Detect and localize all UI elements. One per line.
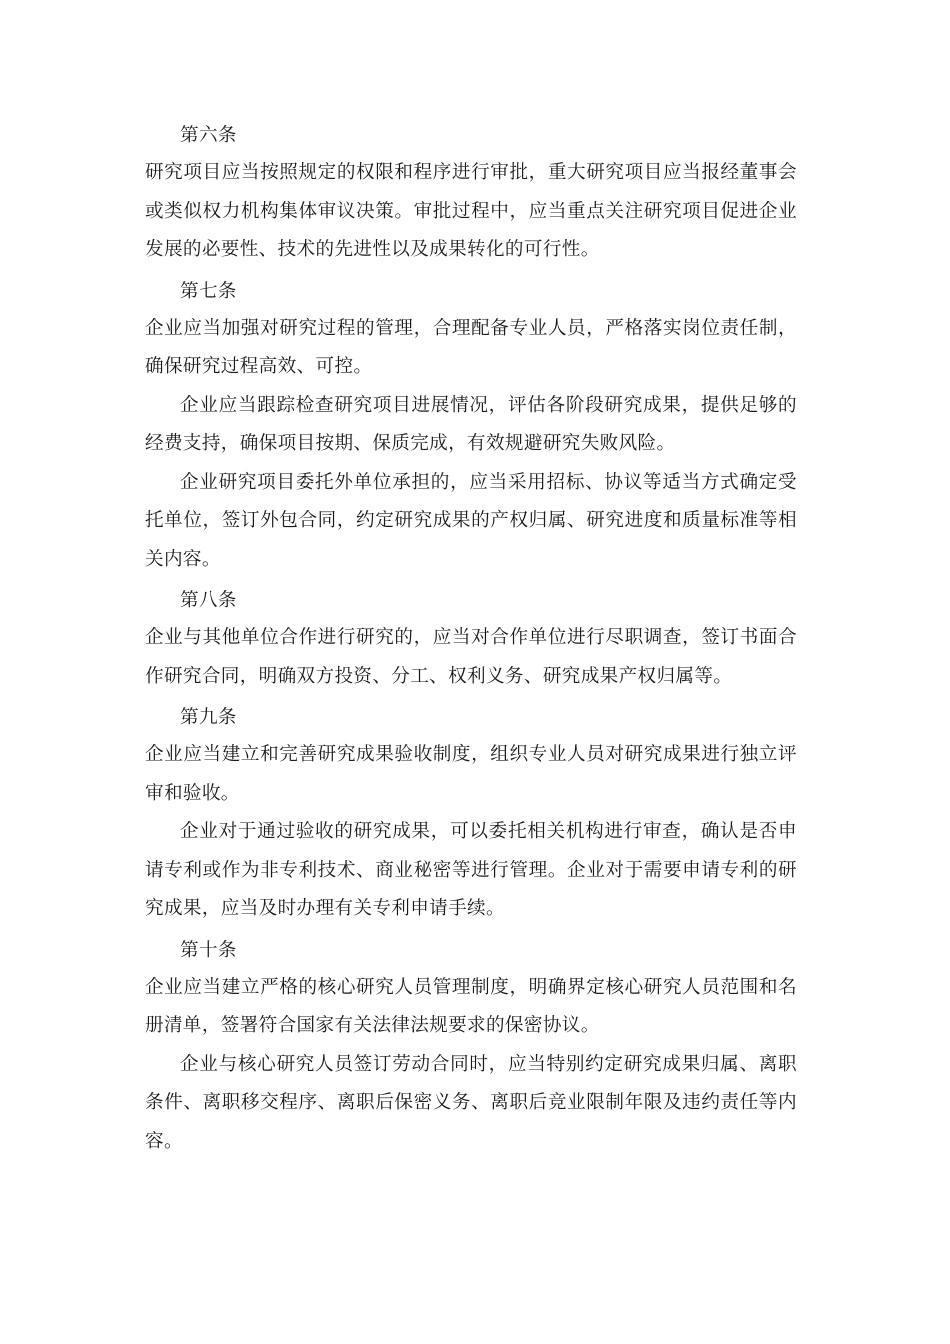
article-heading: 第六条 — [180, 125, 237, 146]
section-article-10 — [145, 933, 797, 1162]
paragraph: 研究项目应当按照规定的权限和程序进行审批，重大研究项目应当报经董事会或类似权力机构集体审议决策。审批过程中，应当重点关注研究项目促进企业发展的必要性、技术的先进性以及成果转化的可行性。 — [145, 162, 797, 260]
paragraph: 企业研究项目委托外单位承担的，应当采用招标、协议等适当方式确定受托单位，签订外包合同，约定研究成果的产权归属、研究进度和质量标准等相关内容。 — [145, 471, 797, 570]
section-article-7 — [145, 274, 797, 580]
article-heading: 第九条 — [180, 707, 237, 728]
paragraph: 企业与核心研究人员签订劳动合同时，应当特别约定研究成果归属、离职条件、离职移交程序、离职后保密义务、离职后竞业限制年限及违约责任等内容。 — [145, 1053, 797, 1152]
paragraph: 企业对于通过验收的研究成果，可以委托相关机构进行审查，确认是否申请专利或作为非专利技术、商业秘密等进行管理。企业对于需要申请专利的研究成果，应当及时办理有关专利申请手续。 — [145, 821, 797, 919]
paragraph: 企业应当建立严格的核心研究人员管理制度，明确界定核心研究人员范围和名册清单，签署符合国家有关法律法规要求的保密协议。 — [145, 976, 797, 1036]
article-heading: 第十条 — [180, 939, 237, 961]
paragraph: 企业应当加强对研究过程的管理，合理配备专业人员，严格落实岗位责任制，确保研究过程高效、可控。 — [145, 317, 797, 377]
section-article-8 — [145, 583, 797, 696]
paragraph: 企业应当建立和完善研究成果验收制度，组织专业人员对研究成果进行独立评审和验收。 — [145, 744, 797, 804]
article-heading: 第七条 — [180, 280, 237, 302]
section-article-6 — [145, 118, 797, 270]
paragraph: 企业与其他单位合作进行研究的，应当对合作单位进行尽职调查，签订书面合作研究合同，明确双方投资、分工、权利义务、研究成果产权归属等。 — [145, 627, 797, 687]
section-article-9 — [145, 700, 797, 929]
paragraph: 企业应当跟踪检查研究项目进展情况，评估各阶段研究成果，提供足够的经费支持，确保项目按期、保质完成，有效规避研究失败风险。 — [145, 394, 797, 454]
document-page — [145, 118, 797, 1161]
article-heading: 第八条 — [180, 590, 237, 611]
